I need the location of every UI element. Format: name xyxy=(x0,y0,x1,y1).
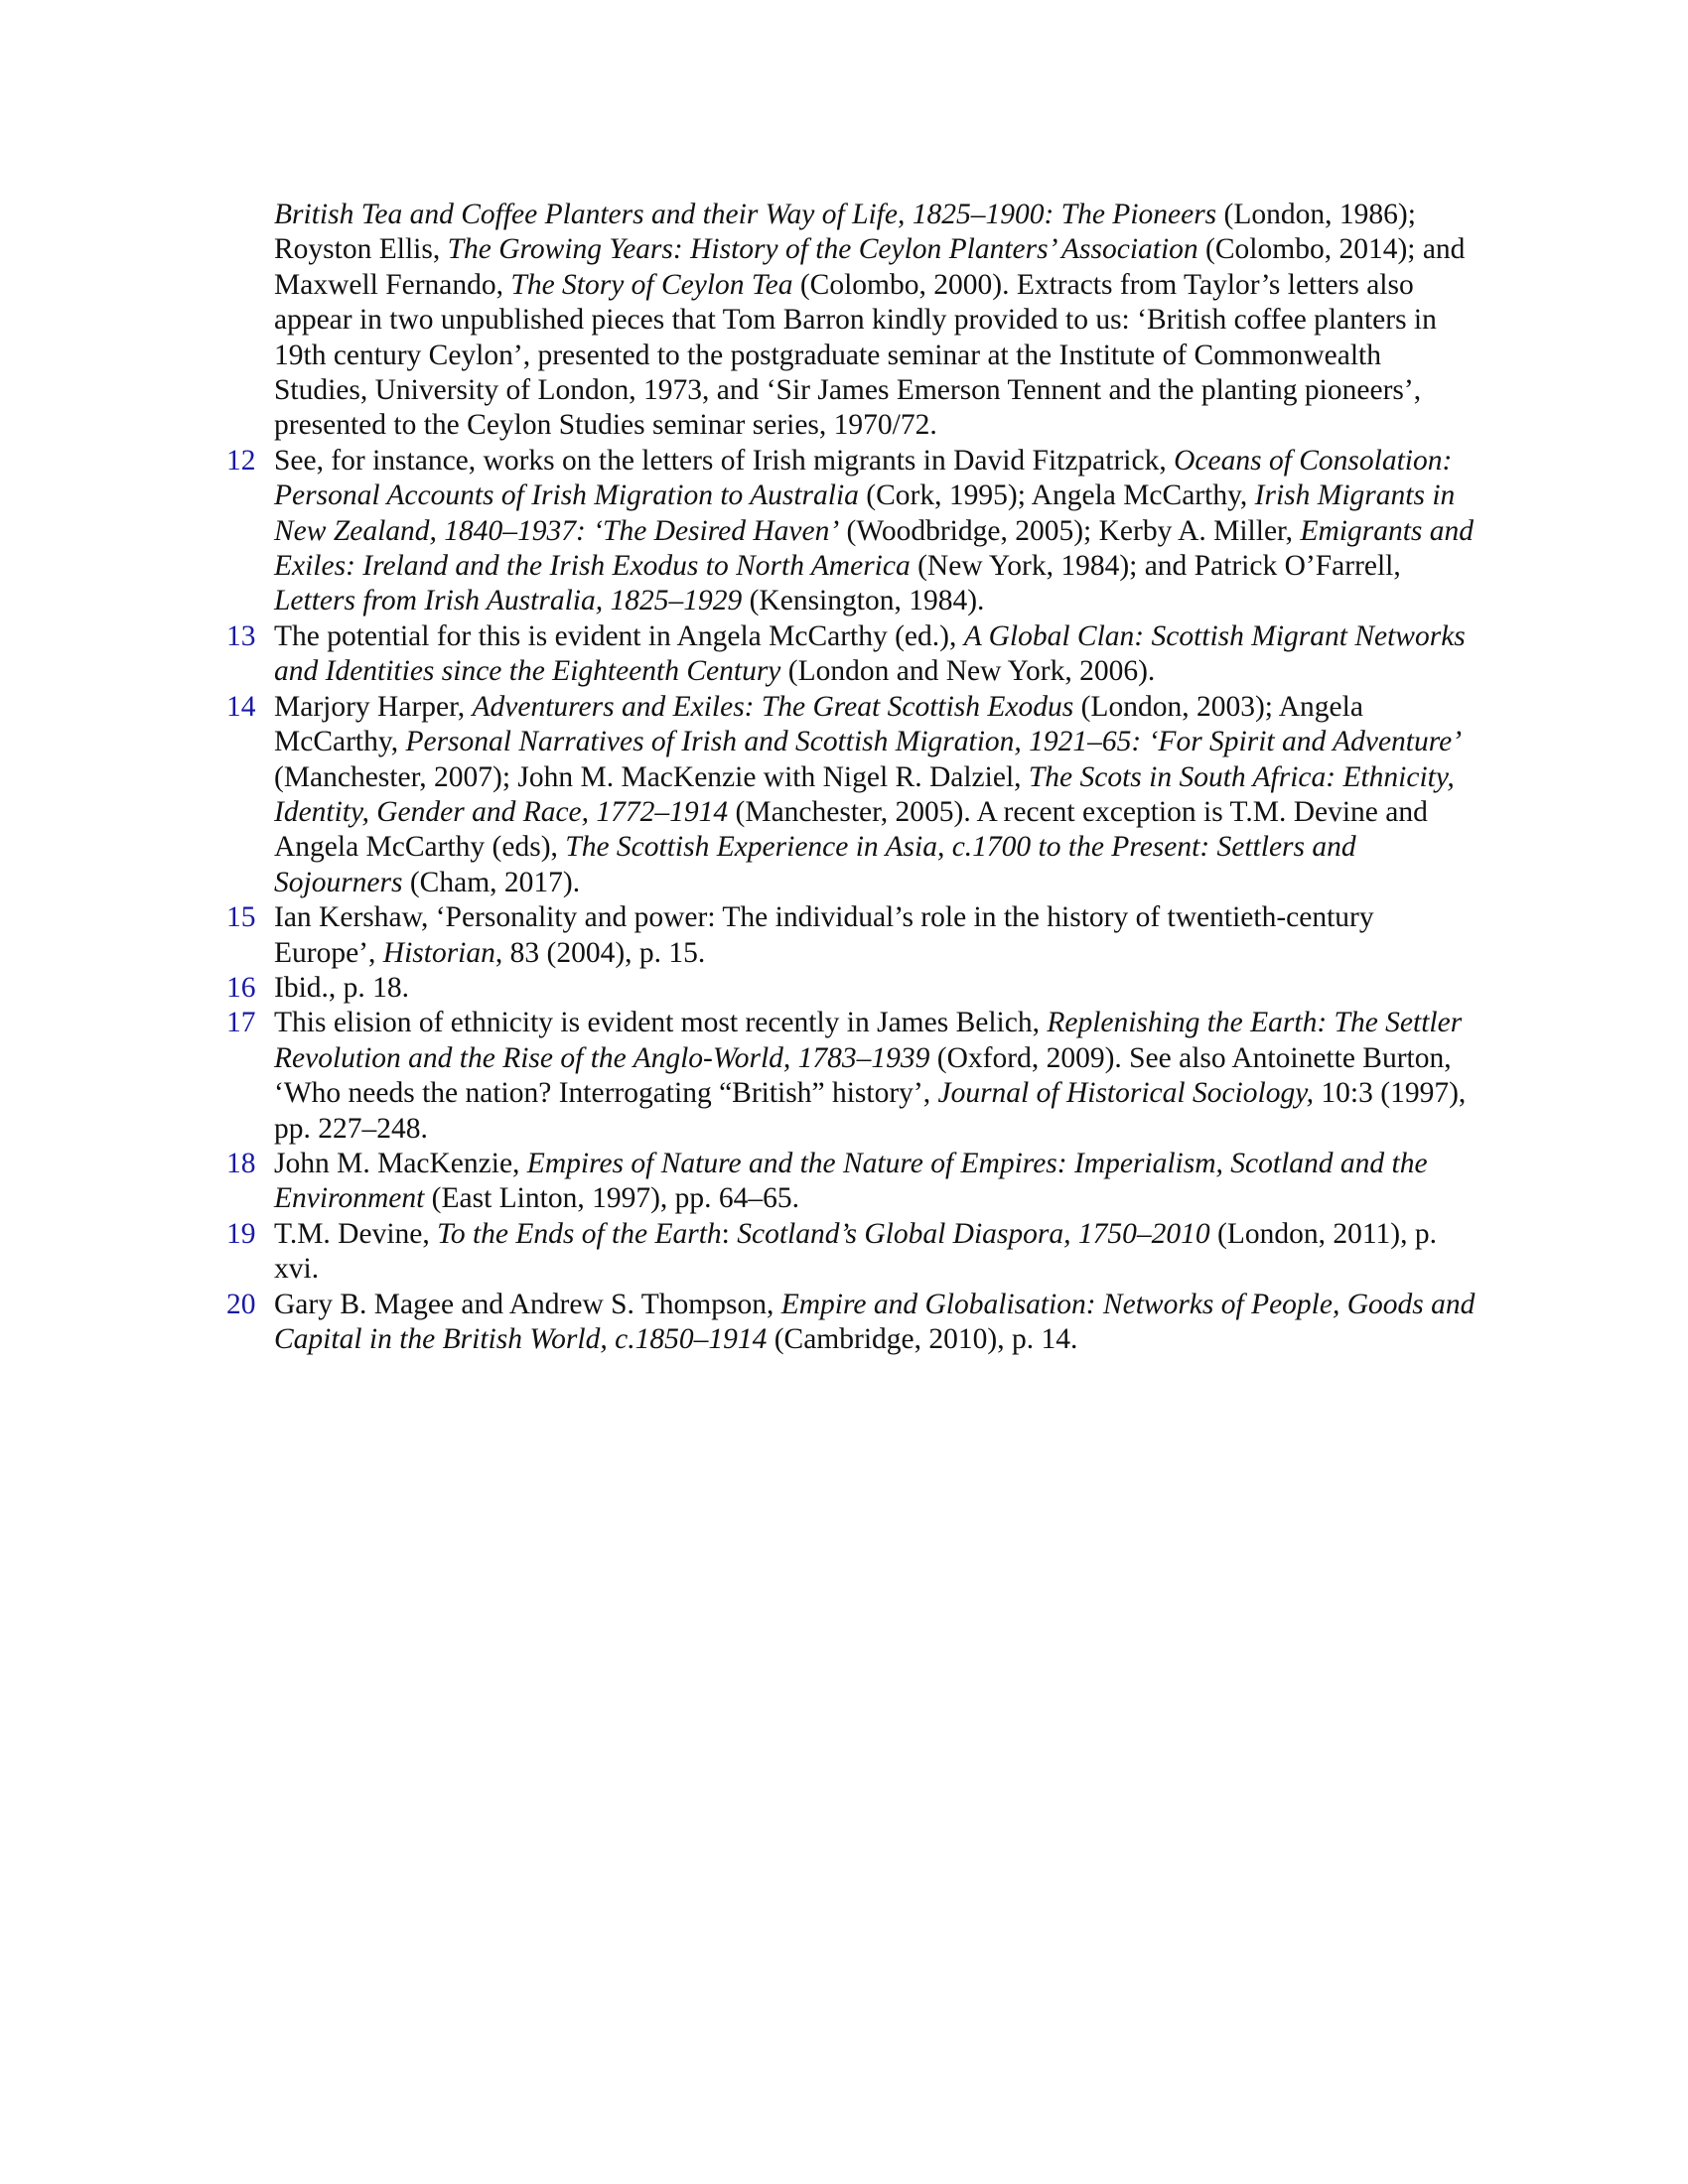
endnote-text-segment: (Colombo, 2000). Extracts from Taylor’s letters also appear in two unpublished pieces that Tom Barron kindly provided to us: ‘British coffee planters in 19th century Ceylon’, presented to the postgraduate seminar at the Institute of Commonwealth Studies, University of London, 1973, and ‘Sir James Emerson Tennent and the planting pioneers’, presented to the Ceylon Studies seminar series, 1970/72. xyxy=(274,268,1437,442)
endnote-text xyxy=(274,1148,1428,1214)
endnote-list xyxy=(226,198,1479,1357)
endnote xyxy=(226,1147,1479,1217)
endnote-title-italic: Historian xyxy=(382,936,495,969)
endnote xyxy=(226,1288,1479,1358)
endnote-title-italic: British Tea and Coffee Planters and their Way of Life, 1825–1900: The Pioneers xyxy=(274,199,1217,230)
endnote-text-segment: Marjory Harper, xyxy=(274,690,473,723)
endnote xyxy=(226,1006,1479,1147)
endnote-text xyxy=(274,1289,1475,1355)
endnote-text-segment: John M. MacKenzie, xyxy=(274,1147,527,1179)
endnote-text-segment: This elision of ethnicity is evident most recently in James Belich, xyxy=(274,1007,1048,1039)
endnote-text-segment: (London, 1986); Royston Ellis, xyxy=(274,199,1416,266)
endnote xyxy=(226,619,1479,690)
endnote-title-italic: To the Ends of the Earth xyxy=(437,1217,722,1250)
endnote-text xyxy=(274,445,1474,617)
endnote-text xyxy=(274,620,1466,687)
endnote-number-link[interactable]: 13 xyxy=(226,619,256,652)
endnote-number-link[interactable]: 15 xyxy=(226,901,256,934)
endnote-number-link[interactable]: 18 xyxy=(226,1147,256,1179)
endnote-text-segment: (Manchester, 2005). A recent exception is T.M. Devine and Angela McCarthy (eds), xyxy=(274,795,1428,864)
endnote-title-italic: Oceans of Consolation: Personal Accounts of Irish Migration to Australia xyxy=(274,444,1453,512)
endnote-text-segment: Ian Kershaw, ‘Personality and power: The individual’s role in the history of twentieth-century Europe’, xyxy=(274,901,1374,969)
endnote-text-segment: (New York, 1984); and Patrick O’Farrell, xyxy=(910,550,1401,583)
endnote-number-link[interactable]: 19 xyxy=(226,1217,256,1250)
endnote-title-italic: Adventurers and Exiles: The Great Scottish Exodus xyxy=(472,690,1074,723)
endnote-title-italic: The Scots in South Africa: Ethnicity, Identity, Gender and Race, 1772–1914 xyxy=(274,760,1455,828)
endnote-text-segment: See, for instance, works on the letters of Irish migrants in David Fitzpatrick, xyxy=(274,444,1175,477)
endnote-text-segment: Ibid., p. 18. xyxy=(274,971,410,1004)
endnote-title-italic: A Global Clan: Scottish Migrant Networks and Identities since the Eighteenth Century xyxy=(274,619,1466,688)
endnote xyxy=(226,971,1479,1006)
endnote-text-segment: (Cham, 2017). xyxy=(402,866,581,898)
endnote-text xyxy=(274,1218,1437,1285)
endnote xyxy=(226,900,1479,971)
endnote-text xyxy=(274,1007,1466,1144)
endnote xyxy=(226,690,1479,900)
endnote-text-segment: Gary B. Magee and Andrew S. Thompson, xyxy=(274,1288,781,1320)
endnote-text xyxy=(274,199,1465,441)
endnote-title-italic: Replenishing the Earth: The Settler Revolution and the Rise of the Anglo-World, 1783–1939 xyxy=(274,1007,1463,1074)
endnote-text-segment: T.M. Devine, xyxy=(274,1217,438,1250)
endnote-number-link[interactable]: 16 xyxy=(226,971,256,1004)
endnote xyxy=(226,198,1479,444)
endnote-title-italic: Personal Narratives of Irish and Scottish Migration, 1921–65: ‘For Spirit and Adventure’ xyxy=(405,726,1463,758)
endnote-text-segment: (Kensington, 1984). xyxy=(742,585,985,617)
endnote-title-italic: Scotland’s Global Diaspora, 1750–2010 xyxy=(737,1217,1210,1250)
endnote-text-segment: (London, 2003); Angela McCarthy, xyxy=(274,690,1363,758)
endnote-text-segment: (Cork, 1995); Angela McCarthy, xyxy=(858,479,1255,512)
endnote-number-link[interactable]: 17 xyxy=(226,1007,256,1039)
endnote-text xyxy=(274,901,1374,968)
endnote-title-italic: Letters from Irish Australia, 1825–1929 xyxy=(274,585,743,617)
endnote-text-segment: , 83 (2004), p. 15. xyxy=(494,936,706,969)
endnote-title-italic: Emigrants and Exiles: Ireland and the Irish Exodus to North America xyxy=(274,514,1474,583)
endnote-text xyxy=(274,972,409,1004)
endnote-text-segment: (East Linton, 1997), pp. 64–65. xyxy=(424,1182,800,1215)
endnote-title-italic: The Story of Ceylon Tea xyxy=(510,268,793,301)
endnote-title-italic: Empire and Globalisation: Networks of People, Goods and Capital in the British World, c.1850–1914 xyxy=(274,1288,1476,1355)
endnote-title-italic: The Scottish Experience in Asia, c.1700 to the Present: Settlers and Sojourners xyxy=(274,831,1356,898)
endnote xyxy=(226,1217,1479,1288)
endnote-title-italic: The Growing Years: History of the Ceylon Planters’ Association xyxy=(447,233,1198,266)
endnote xyxy=(226,444,1479,619)
endnote-text-segment: 10:3 (1997), pp. 227–248. xyxy=(274,1077,1467,1145)
endnote-number-link[interactable]: 20 xyxy=(226,1288,256,1320)
endnote-text-segment: (London and New York, 2006). xyxy=(780,655,1156,688)
endnote-text-segment: (Oxford, 2009). See also Antoinette Burton, ‘Who needs the nation? Interrogating “British” history’, xyxy=(274,1041,1452,1110)
endnote-text-segment: (Colombo, 2014); and Maxwell Fernando, xyxy=(274,233,1466,301)
endnote-text-segment: (London, 2011), p. xvi. xyxy=(274,1217,1437,1286)
endnote-text-segment: : xyxy=(721,1217,738,1250)
endnote-text-segment: The potential for this is evident in Angela McCarthy (ed.), xyxy=(274,619,964,652)
endnote-text-segment: (Manchester, 2007); John M. MacKenzie with Nigel R. Dalziel, xyxy=(274,760,1029,793)
endnote-title-italic: Journal of Historical Sociology, xyxy=(937,1077,1315,1110)
endnote-text-segment: (Woodbridge, 2005); Kerby A. Miller, xyxy=(839,514,1301,547)
endnote-number-link[interactable]: 12 xyxy=(226,444,256,477)
endnote-title-italic: Empires of Nature and the Nature of Empires: Imperialism, Scotland and the Environment xyxy=(274,1147,1428,1215)
endnote-number-link[interactable]: 14 xyxy=(226,690,256,723)
endnote-text-segment: (Cambridge, 2010), p. 14. xyxy=(767,1323,1078,1355)
endnote-text xyxy=(274,691,1462,898)
endnote-title-italic: Irish Migrants in New Zealand, 1840–1937: ‘The Desired Haven’ xyxy=(274,479,1456,547)
